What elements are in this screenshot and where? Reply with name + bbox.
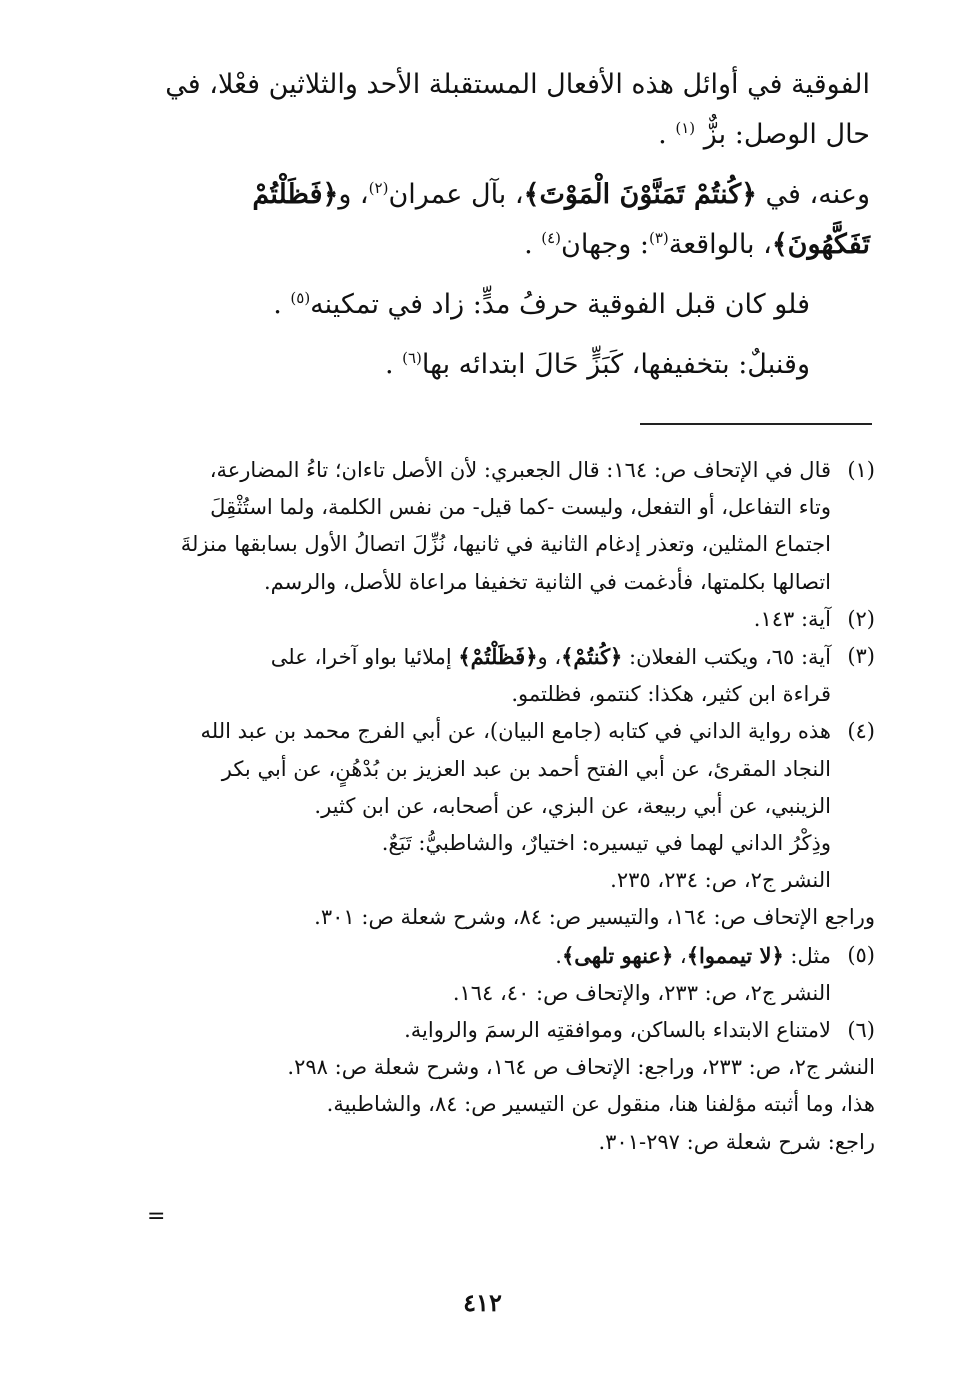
footnote-line: وراجع الإتحاف ص: ١٦٤، والتيسير ص: ٨٤، وشرح شعلة ص: ٣٠١. [314,905,875,930]
footnote-line [130,937,831,975]
footnote-line: النشر ج٢، ص: ٢٣٤، ٢٣٥. [610,868,831,893]
footnote-line: الزينبي، عن أبي ربيعة، عن البزي، عن أصحابه، عن ابن كثير. [314,793,831,818]
footnote-ref-3[interactable]: (٣) [648,229,669,247]
paragraph-4-text: وقنبلٌ: بتخفيفها، كَبَزٍّ حَالَ ابتدائه بها [421,349,810,380]
paragraph-2-end: . [524,229,533,260]
footnote-line: هذا، وما أثبته مؤلفنا هنا، منقول عن التيسير ص: ٨٤، والشاطبية. [326,1092,875,1117]
paragraph-1-text: الفوقية في أوائل هذه الأفعال المستقبلة الأحد والثلاثين فعْلا، في حال الوصل: بزٌّ [165,69,870,150]
footnote-3 [130,638,875,713]
footnote-ref-6[interactable]: (٦) [402,349,422,367]
quran-verse-kuntum: ﴿كُنتُمْ تَمَنَّوْنَ الْمَوْتَ﴾ [523,179,757,210]
paragraph-1-end: . [658,119,667,150]
paragraph-4-end: . [384,349,394,380]
paragraph-2-text-b: ، بآل عمران [388,179,524,210]
footnotes [130,452,875,1161]
paragraph-4 [150,340,870,390]
footnote-2 [130,601,875,638]
footnote-divider [640,423,872,425]
footnote-number: (٤) [847,719,875,744]
quran-word-la-tayammamu: ﴿لا تيمموا﴾ [686,942,784,968]
main-text [150,60,870,400]
footnote-line: النشر ج٢، ص: ٢٣٣، وراجع: الإتحاف ص ١٦٤، وشرح شعلة ص: ٢٩٨. [287,1055,875,1080]
footnote-line: النجاد المقرئ، عن أبي الفتح أحمد بن عبد العزيز بن بُدْهُنٍ، عن أبي بكر [221,756,831,781]
quran-word-anhu-talahha: ﴿عنهو تلهى﴾ [561,942,674,968]
footnote-text: ، و [537,645,562,670]
footnote-4-continued [130,899,875,936]
footnote-line: آية: ١٤٣. [753,606,831,631]
footnote-line: قال في الإتحاف ص: ١٦٤: قال الجعبري: لأن الأصل تاءان؛ تاءُ المضارعة، [209,458,831,482]
footnote-line: راجع: شرح شعلة ص: ٢٩٧-٣٠١. [598,1129,875,1154]
footnote-number: (١) [847,458,875,482]
footnote-ref-4[interactable]: (٤) [541,229,562,247]
footnote-4 [130,713,875,899]
paragraph-2-text-c: ، و [338,179,369,210]
footnote-number: (٢) [847,606,875,631]
footnote-text: ، [673,943,687,968]
paragraph-3 [150,280,870,330]
footnote-text: إملائيا بواو آخرا، على [270,645,459,670]
paragraph-2-text-d: ، بالواقعة [668,229,772,260]
paragraph-3-end: . [273,289,282,320]
footnote-1 [130,452,875,601]
footnote-line: اجتماع المثلين، وتعذر إدغام الثانية في ثانيها، نُزِّلَ اتصالُ الأول بسابقها منزلةَ [180,532,831,557]
footnote-ref-1[interactable]: (١) [675,119,696,137]
footnote-number: (٦) [847,1018,875,1043]
footnote-line: اتصالها بكلمتها، فأدغمت في الثانية تخفيفا مراعاة للأصل، والرسم. [263,569,831,594]
page-number: ٤١٢ [463,1288,502,1317]
footnote-ref-2[interactable]: (٢) [368,179,389,197]
paragraph-3-text: فلو كان قبل الفوقية حرفُ مدٍّ: زاد في تمكينه [310,289,810,320]
footnote-line [130,638,831,676]
footnote-6 [130,1012,875,1049]
paragraph-1 [150,60,870,160]
footnote-ref-5[interactable]: (٥) [290,289,311,307]
footnote-line: وتاء التفاعل، أو التفعل، وليست -كما قيل- من نفس الكلمة، ولما استُثْقِلَ [210,495,831,520]
footnote-text: مثل: [783,943,831,968]
paragraph-2 [150,170,870,270]
footnote-6-continued [130,1049,875,1161]
footnote-text: آية: ٦٥، ويكتب الفعلان: [622,645,831,670]
footnote-line: النشر ج٢، ص: ٢٣٣، والإتحاف ص: ٤٠، ١٦٤. [452,980,831,1005]
footnote-number: (٥) [847,942,875,967]
footnote-line: لامتناع الابتداء بالساكن، وموافقتِه الرسمَ والرواية. [404,1018,831,1043]
continuation-mark: = [147,1204,166,1229]
footnote-line: هذه رواية الداني في كتابه (جامع البيان)، عن أبي الفرج محمد بن عبد الله [200,719,831,744]
footnote-line: وذِكْرُ الداني لهما في تيسيره: اختيارٌ، والشاطبيُّ: تَبَعٌ. [381,831,831,856]
quran-word-kuntum: ﴿كُنتُمْ﴾ [561,644,623,670]
quran-word-fazaltum: ﴿فَظَلْتُمْ﴾ [458,644,538,670]
footnote-number: (٣) [847,644,875,669]
footnote-line: قراءة ابن كثير، هكذا: كنتمو، فظلتمو. [511,682,831,707]
footnote-text: . [555,943,562,968]
quran-verse-fazaltum: ﴿فَظَلْتُمْ تَفَكَّهُونَ﴾ [252,179,870,260]
paragraph-2-text-e: : وجهان [561,229,649,260]
footnote-5 [130,937,875,1012]
paragraph-2-text-a: وعنه، في [756,179,870,210]
